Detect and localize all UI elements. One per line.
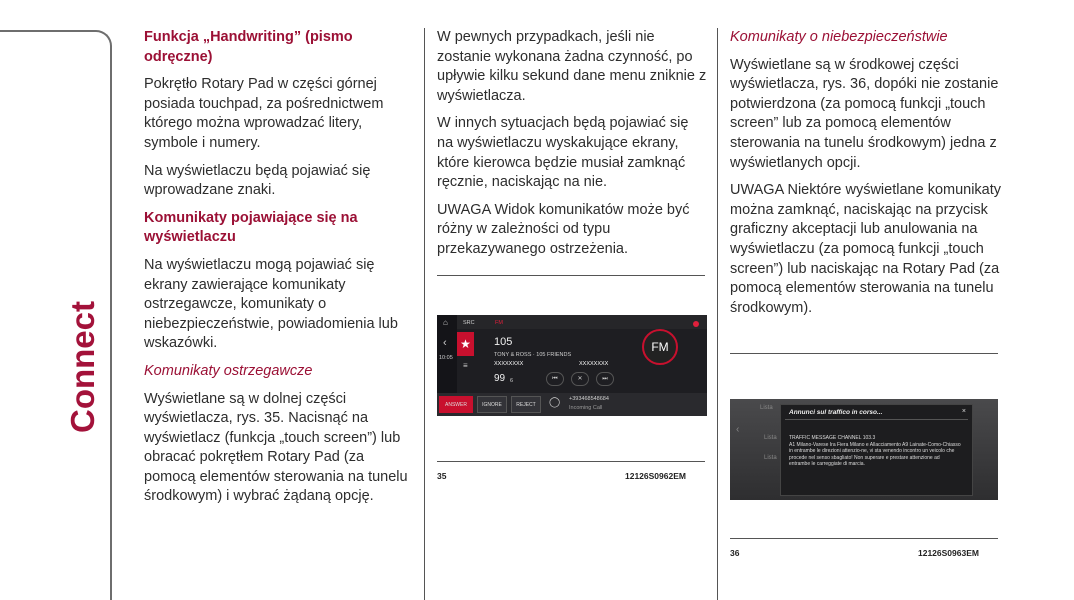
back-icon: ‹ <box>443 337 447 349</box>
bg-list-label: Lista <box>760 405 773 411</box>
dialog-title: Annunci sul traffico in corso... <box>789 409 883 416</box>
subheading-danger: Komunikaty o niebezpieczeństwie <box>730 29 948 45</box>
preset: 99 <box>494 373 506 384</box>
paragraph: UWAGA Widok komunikatów może być różny w zależności od typu przekazywanego ostrzeżenia. <box>437 201 690 257</box>
paragraph: Na wyświetlaczu mogą pojawiać się ekrany zawierające komunikaty ostrzegawcze, komunikaty o niebezpieczeństwie, powiadomienia lub wskazówki. <box>144 256 398 352</box>
side-tab <box>48 302 118 432</box>
preset-sub: 6 <box>510 378 514 384</box>
side-tab-label: Connect <box>64 301 101 433</box>
column-divider <box>717 28 718 600</box>
caller-status: Incoming Call <box>569 405 603 411</box>
screen-top-bar <box>437 315 707 329</box>
paragraph: Wyświetlane są w dolnej części wyświetlacza, rys. 35. Nacisnąć na wyświetlacz (funkcja „touch screen”) lub obracać pokrętłem Rotary Pad (za pomocą elementów sterowania na tunelu środkowym) i wybrać żądaną opcję. <box>144 390 408 505</box>
caption-rule <box>730 538 998 539</box>
figure-rule <box>437 275 705 276</box>
station-name: TONY & ROSS · 105 FRIENDS <box>494 352 572 358</box>
paragraph: Na wyświetlaczu będą pojawiać się wprowadzane znaki. <box>144 162 371 199</box>
clock: 10:05 <box>439 355 453 361</box>
heading-handwriting: Funkcja „Handwriting” (pismo odręczne) <box>144 29 353 65</box>
message-body: A1 Milano-Varese Ira Fiera Milano e Allacciamento A9 Lainate-Como-Chiasso in entrambe le direzioni attenzio-ne, vi sta venendo incontro un veicolo che procede nel senso sbagliato! Non superare e prestare attenzione ad entrambe le carreggiate di marcia. <box>789 441 961 468</box>
paragraph: Pokrętło Rotary Pad w części górnej posiada touchpad, za pośrednictwem którego można wprowadzać litery, symbole i numery. <box>144 76 384 151</box>
heading-messages: Komunikaty pojawiające się na wyświetlaczu <box>144 209 358 246</box>
reject-button: REJECT <box>511 396 541 413</box>
caller-avatar-icon: ◯ <box>549 397 561 408</box>
figure-36-screen <box>730 399 998 500</box>
figure-36-number: 36 <box>730 548 740 558</box>
figure-36-code: 12126S0963EM <box>918 548 979 558</box>
traffic-dialog <box>780 404 973 496</box>
paragraph: W innych sytuacjach będą pojawiać się na wyświetlaczu wyskakujące ekrany, które kierowca będzie musiał zamknąć ręcznie, naciskając na nie. <box>437 115 689 191</box>
seek-back-icon: ⏮ <box>546 372 564 386</box>
mute-icon: ✕ <box>571 372 589 386</box>
fm-tag: FM <box>495 320 503 326</box>
dialog-message <box>789 435 961 468</box>
column-divider <box>424 28 425 600</box>
channel-line: TRAFFIC MESSAGE CHANNEL 103.3 <box>789 435 876 441</box>
figure-rule <box>730 353 998 354</box>
paragraph: W pewnych przypadkach, jeśli nie zostanie wykonana żadna czynność, po upływie kilku sekund dane menu zniknie z wyświetlacza. <box>437 29 707 104</box>
back-icon: ‹ <box>736 424 740 435</box>
paragraph: Wyświetlane są w środkowej części wyświetlacza, rys. 36, dopóki nie zostanie potwierdzona (za pomocą funkcji „touch screen” lub za pomocą elementów sterowania na tunelu środkowym) jedna z wyświetlanych opcji. <box>730 56 999 171</box>
src-label: SRC <box>463 320 475 326</box>
ignore-button: IGNORE <box>477 396 507 413</box>
rds-mask-right: XXXXXXXX <box>579 361 609 367</box>
favorite-star-button: ★ <box>457 332 474 356</box>
list-icon: ≡ <box>463 361 468 370</box>
column-2 <box>437 28 707 268</box>
dialog-separator <box>785 419 968 420</box>
frequency: 105 <box>494 336 513 348</box>
bg-list-label: Lista <box>764 455 777 461</box>
home-icon: ⌂ <box>443 318 448 327</box>
answer-button: ANSWER <box>439 396 473 413</box>
column-3 <box>730 28 1002 326</box>
paragraph: UWAGA Niektóre wyświetlane komunikaty można zamknąć, naciskając na przycisk graficzny akceptacji lub anulowania na wyświetlaczu (za pomocą funkcji „touch screen”) lub naciskając na Rotary Pad (za pomocą elementów sterowania na tunelu środkowym). <box>730 182 1002 316</box>
close-icon: × <box>961 408 966 415</box>
seek-forward-icon: ⏭ <box>596 372 614 386</box>
fm-button: FM <box>642 329 678 365</box>
rds-mask-left: XXXXXXXX <box>494 361 524 367</box>
caller-number: +393468548684 <box>569 396 609 402</box>
figure-35-screen <box>437 315 707 416</box>
caption-rule <box>437 461 705 462</box>
figure-35-code: 12126S0962EM <box>625 471 686 481</box>
status-dot <box>693 321 699 327</box>
bg-list-label: Lista <box>764 435 777 441</box>
figure-35-number: 35 <box>437 471 447 481</box>
column-1 <box>144 28 414 515</box>
subheading-warnings: Komunikaty ostrzegawcze <box>144 362 313 379</box>
